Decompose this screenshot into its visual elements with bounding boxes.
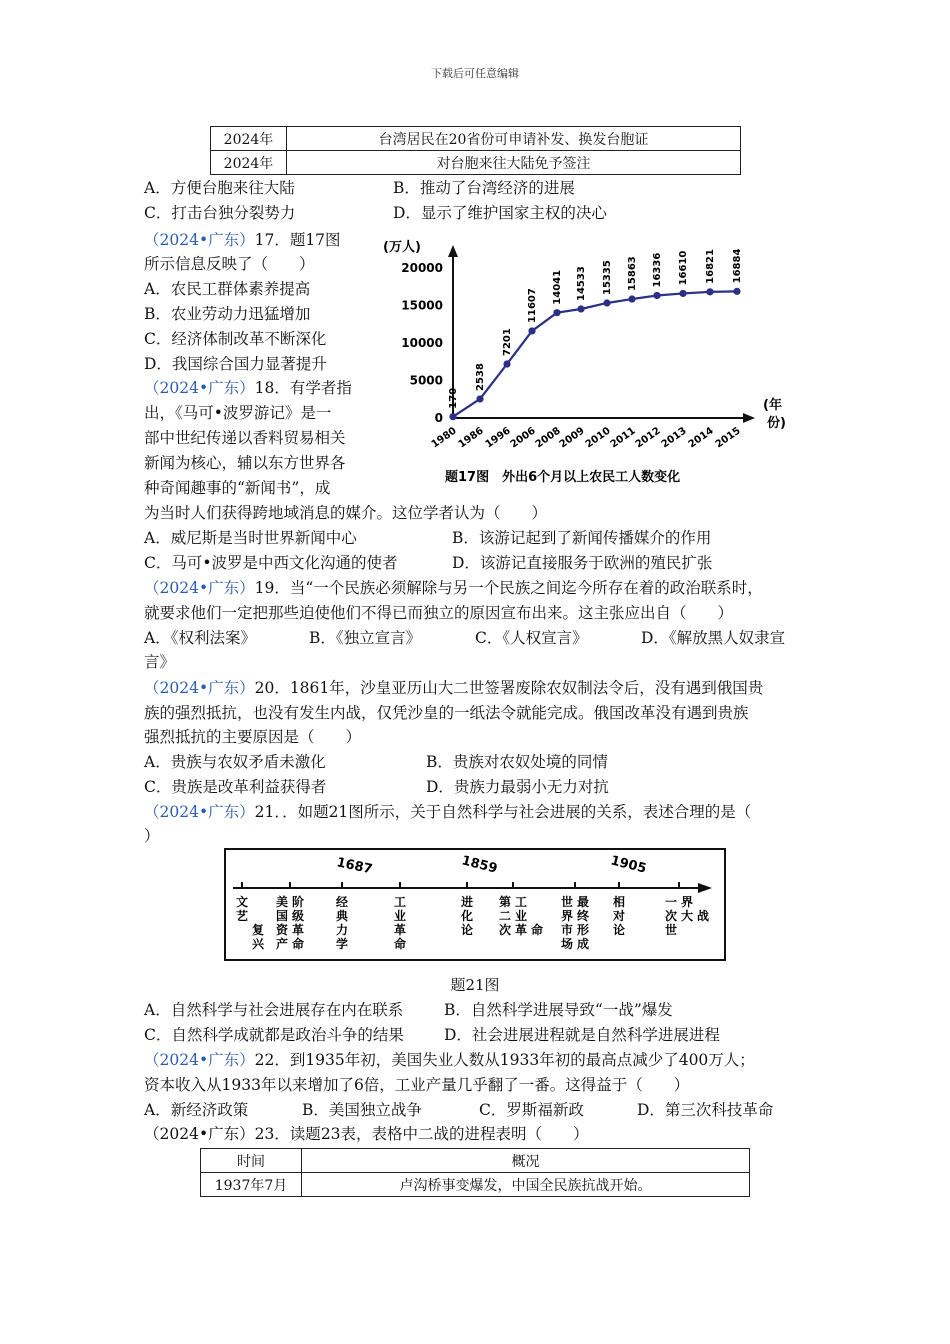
table-cell-year: 2024年: [211, 151, 287, 175]
timeline-event-char: 革: [514, 923, 528, 937]
timeline-event-char: 战: [696, 909, 710, 923]
q18-option-b: B．该游记起到了新闻传播媒介的作用: [452, 529, 712, 547]
timeline-event-char: 第: [498, 895, 512, 909]
timeline-event-char: 经: [335, 895, 349, 909]
timeline-event-char: 世: [560, 895, 574, 909]
chart-data-label: 16884: [732, 248, 743, 284]
timeline-event-char: 工: [393, 895, 407, 909]
timeline-event-char: 阶: [291, 895, 305, 909]
chart-title: 题17图 外出6个月以上农民工人数变化: [445, 470, 681, 485]
chart-ylabel: (万人): [383, 240, 421, 255]
q23-cell-time: 1937年7月: [201, 1173, 302, 1197]
chart-point: [553, 309, 560, 316]
q23-header-time: 时间: [201, 1149, 302, 1173]
q18-stem-line4: 新闻为核心，辅以东方世界各: [144, 454, 346, 472]
q23-table: [200, 1148, 750, 1197]
timeline-event-char: 革: [393, 923, 407, 937]
timeline-year: 1687: [335, 855, 374, 878]
q21-stem-line1: [144, 800, 751, 825]
q16-option-b: B．推动了台湾经济的进展: [393, 179, 575, 197]
q18-option-d: D．该游记直接服务于欧洲的殖民扩张: [452, 554, 713, 572]
q20-option-b: B．贵族对农奴处境的同情: [426, 753, 608, 771]
timeline-event-char: 文: [235, 895, 249, 909]
q16-option-d: D．显示了维护国家主权的决心: [393, 204, 607, 222]
q18-stem-line1: [144, 376, 352, 401]
timeline-event-char: 资: [275, 923, 289, 937]
q20-stem-line2: 族的强烈抵抗，也没有发生内战，仅凭沙皇的一纸法令就能完成。俄国改革没有遇到贵族: [144, 704, 749, 722]
q19-option-a: A．《权利法案》: [144, 629, 256, 647]
chart-data-label: 15335: [602, 260, 613, 295]
chart-x-tick-label: 1986: [456, 425, 486, 451]
q22-text: 22．到1935年初，美国失业人数从1933年初的最高点减少了400万人；: [254, 1051, 755, 1069]
timeline-event-char: 二: [498, 909, 512, 923]
chart-data-label: 2538: [475, 363, 486, 391]
q19-stem-line1: [144, 576, 763, 601]
timeline-event-char: 产: [275, 937, 289, 951]
timeline-event-char: 力: [335, 923, 349, 937]
timeline-event-char: 化: [460, 909, 474, 923]
chart-x-tick-label: 2008: [533, 425, 563, 451]
q20-option-c: C．贵族是改革利益获得者: [144, 778, 327, 796]
chart-point: [628, 295, 635, 302]
chart-x-tick-label: 2013: [659, 425, 689, 451]
q21-figure-caption: 题21图: [450, 976, 500, 994]
q19-text: 19．当“一个民族必须解除与另一个民族之间迄今所存在着的政治联系时，: [254, 579, 763, 597]
q20-stem-line3: 强烈抵抗的主要原因是（ ）: [144, 728, 362, 746]
chart-xlabel-1: (年: [763, 398, 782, 413]
chart-point: [476, 395, 483, 402]
q21-option-a: A．自然科学与社会进展存在内在联系: [144, 1001, 404, 1019]
timeline-year: 1859: [460, 853, 499, 877]
timeline-event-char: 命: [291, 937, 305, 951]
chart-x-tick-label: 2014: [686, 425, 716, 451]
timeline-event-char: 世: [664, 923, 678, 937]
chart-data-label: 7201: [502, 328, 513, 356]
chart-point: [603, 299, 610, 306]
q16-option-c: C．打击台独分裂势力: [144, 204, 296, 222]
q18-source: （2024•广东）: [144, 379, 255, 397]
timeline-event-char: 形: [576, 923, 590, 937]
q21-option-c: C．自然科学成就都是政治斗争的结果: [144, 1026, 404, 1044]
q18-stem-line5: 种奇闻趣事的“新闻书”，成: [144, 479, 331, 497]
q18-option-a: A．威尼斯是当时世界新闻中心: [144, 529, 357, 547]
q19-option-b: B．《独立宣言》: [309, 629, 422, 647]
q20-source: （2024•广东）: [144, 679, 255, 697]
timeline-event-char: 对: [612, 909, 626, 923]
timeline-event-char: 成: [576, 937, 590, 951]
timeline-event-char: 界: [560, 909, 574, 923]
chart-x-tick-label: 2006: [508, 425, 538, 451]
q23-stem: （2024•广东）23．读题23表，表格中二战的进程表明（ ）: [144, 1125, 589, 1143]
timeline-event-char: 最: [576, 895, 590, 909]
chart-x-arrow: [743, 413, 755, 423]
q19-option-d-cont: 言》: [144, 653, 176, 671]
timeline-event-char: 工: [514, 895, 528, 909]
timeline-event-char: 进: [460, 895, 474, 909]
q21-source: （2024•广东）: [144, 803, 255, 821]
timeline-event-char: 场: [560, 937, 574, 951]
q18-stem-line2: 出，《马可•波罗游记》是一: [144, 404, 332, 422]
timeline-event-char: 终: [576, 909, 590, 923]
timeline-event-char: 业: [393, 909, 407, 923]
q17-text: 17．题17图: [254, 231, 341, 249]
q22-option-c: C．罗斯福新政: [479, 1101, 584, 1119]
chart-x-tick-label: 1980: [429, 425, 459, 451]
chart-y-tick-label: 10000: [401, 336, 443, 350]
chart-data-label: 14533: [576, 266, 587, 302]
q20-stem-line1: [144, 676, 763, 701]
q22-option-d: D．第三次科技革命: [637, 1101, 774, 1119]
q16-option-a: A．方便台胞来往大陆: [144, 179, 295, 197]
chart-x-tick-label: 2011: [608, 425, 638, 451]
q21-option-d: D．社会进展进程就是自然科学进展进程: [444, 1026, 720, 1044]
q19-source: （2024•广东）: [144, 579, 255, 597]
q17-source: （2024•广东）: [144, 231, 255, 249]
chart-data-label: 16821: [705, 249, 716, 284]
q17-option-c: C．经济体制改革不断深化: [144, 330, 327, 348]
chart-point: [733, 288, 740, 295]
q20-option-d: D．贵族力最弱小无力对抗: [426, 778, 609, 796]
chart-point: [706, 288, 713, 295]
q21-stem-line2: ）: [144, 827, 160, 845]
q22-stem-line2: 资本收入从1933年以来增加了6倍，工业产量几乎翻了一番。这得益于（ ）: [144, 1076, 690, 1094]
timeline-event-char: 级: [291, 909, 305, 923]
chart-data-label: 16336: [652, 252, 663, 288]
timeline-year: 1905: [609, 853, 648, 877]
timeline-event-char: 美: [275, 895, 289, 909]
chart-data-label: 170: [448, 387, 459, 409]
chart-data-label: 14041: [552, 269, 563, 305]
timeline-event-char: 艺: [235, 909, 249, 923]
timeline-event-char: 次: [498, 923, 512, 937]
chart-point: [503, 360, 510, 367]
q17-stem-line2: 所示信息反映了（ ）: [144, 255, 315, 273]
timeline-event-char: 论: [460, 923, 474, 937]
q19-stem-line2: 就要求他们一定把那些迫使他们不得已而独立的原因宣布出来。这主张应出自（ ）: [144, 604, 734, 622]
q18-stem-line6: 为当时人们获得跨地域消息的媒介。这位学者认为（ ）: [144, 504, 548, 522]
q23-header-desc: 概况: [302, 1149, 750, 1173]
table-cell-text: 对台胞来往大陆免予签注: [287, 151, 741, 175]
q22-source: （2024•广东）: [144, 1051, 255, 1069]
page-header: 下载后可任意编辑: [431, 67, 519, 80]
timeline-event-char: 兴: [251, 937, 265, 951]
timeline-event-char: 大: [680, 909, 694, 923]
table-cell-year: 2024年: [211, 127, 287, 151]
chart-xlabel-2: 份): [767, 416, 786, 431]
q17-option-b: B．农业劳动力迅猛增加: [144, 305, 311, 323]
timeline-event-char: 革: [291, 923, 305, 937]
q17-option-d: D．我国综合国力显著提升: [144, 355, 327, 373]
timeline-event-char: 命: [530, 923, 544, 937]
chart-point: [449, 413, 456, 420]
chart-y-tick-label: 20000: [401, 261, 443, 275]
timeline-event-char: 一: [664, 895, 678, 909]
chart-y-tick-label: 5000: [409, 373, 443, 388]
timeline-event-char: 市: [560, 923, 574, 937]
chart-point: [653, 292, 660, 299]
chart-x-tick-label: 2012: [633, 425, 663, 451]
q21-option-b: B．自然科学进展导致“一战”爆发: [444, 1001, 673, 1019]
chart-point: [679, 290, 686, 297]
chart-y-arrow: [448, 245, 458, 257]
timeline-event-char: 次: [664, 909, 678, 923]
chart-data-label: 15863: [627, 256, 638, 292]
timeline-event-char: 相: [612, 895, 626, 909]
chart-data-label: 11607: [527, 288, 538, 323]
chart-data-label: 16610: [678, 250, 689, 286]
chart-point: [577, 305, 584, 312]
chart-point: [528, 327, 535, 334]
q19-option-c: C．《人权宣言》: [475, 629, 588, 647]
q20-option-a: A．贵族与农奴矛盾未激化: [144, 753, 326, 771]
q21-text: 21．．如题21图所示，关于自然科学与社会进展的关系，表述合理的是（: [254, 803, 752, 821]
q18-option-c: C．马可•波罗是中西文化沟通的使者: [144, 554, 398, 572]
chart-x-tick-label: 2010: [583, 425, 613, 451]
migrant-worker-chart: [375, 233, 800, 493]
q23-cell-desc: 卢沟桥事变爆发，中国全民族抗战开始。: [302, 1173, 750, 1197]
timeline-event-char: 国: [275, 909, 289, 923]
timeline-event-char: 典: [335, 909, 349, 923]
q18-text: 18．有学者指: [254, 379, 352, 397]
chart-y-tick-label: 15000: [401, 298, 443, 313]
timeline-event-char: 业: [514, 909, 528, 923]
q22-option-b: B．美国独立战争: [302, 1101, 422, 1119]
chart-x-tick-label: 1996: [483, 425, 513, 451]
q18-stem-line3: 部中世纪传递以香料贸易相关: [144, 429, 346, 447]
chart-y-tick-label: 0: [434, 411, 443, 425]
timeline-event-char: 命: [393, 937, 407, 951]
q17-stem-line1: [144, 228, 341, 253]
timeline-event-char: 论: [612, 923, 626, 937]
q22-option-a: A．新经济政策: [144, 1101, 249, 1119]
policy-table: [210, 126, 741, 175]
chart-x-tick-label: 2009: [557, 425, 587, 451]
table-cell-text: 台湾居民在20省份可申请补发、换发台胞证: [287, 127, 741, 151]
timeline-event-char: 学: [335, 937, 349, 951]
q22-stem-line1: [144, 1048, 755, 1073]
science-society-timeline: [224, 848, 726, 961]
q20-text: 20．1861年，沙皇亚历山大二世签署废除农奴制法令后，没有遇到俄国贵: [254, 679, 764, 697]
chart-series-line: [453, 291, 737, 416]
chart-x-tick-label: 2015: [713, 425, 743, 451]
q17-option-a: A．农民工群体素养提高: [144, 280, 311, 298]
timeline-event-char: 界: [680, 895, 694, 909]
q19-option-d: D．《解放黑人奴隶宣: [641, 629, 786, 647]
timeline-event-char: 复: [251, 923, 265, 937]
